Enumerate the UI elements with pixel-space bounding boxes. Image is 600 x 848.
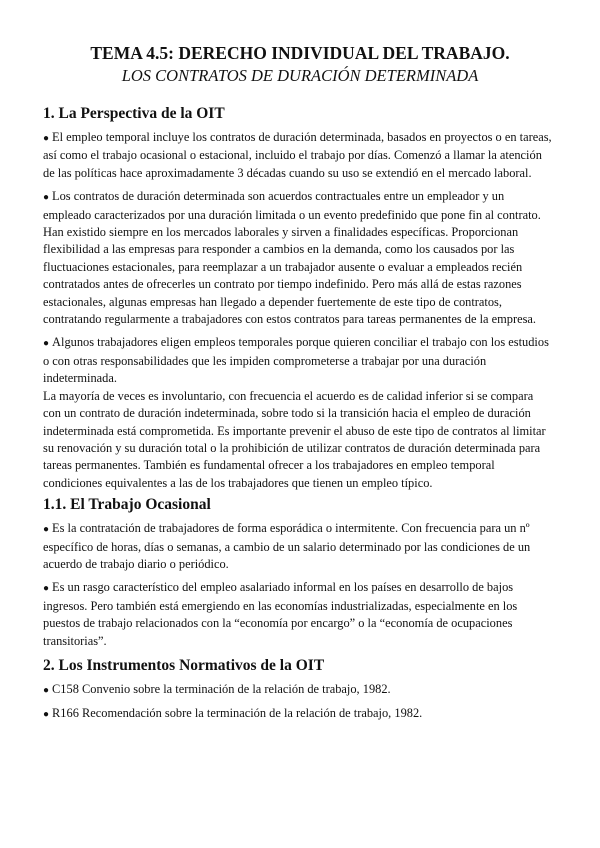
bullet-paragraph-rasgo-caracteristico: ● Es un rasgo característico del empleo asalariado informal en los países en desarrollo de bajos ingresos. Pero también está emergiendo en las economías industrializadas, especialmente en los puestos de trabajo relacionados con la “economía por encargo” o la “economía de ocupaciones transitorias”. bbox=[43, 579, 553, 650]
bullet-paragraph-empleo-temporal: ● El empleo temporal incluye los contratos de duración determinada, basados en proyectos o en tareas, así como el trabajo ocasional o estacional, incluido el trabajo por días. Comenzó a llamar la atención de las políticas hace aproximadamente 3 décadas cuando su uso se extendió en el mercado laboral. bbox=[43, 129, 553, 182]
bullet-item-c158: ● C158 Convenio sobre la terminación de la relación de trabajo, 1982. bbox=[43, 681, 553, 699]
section-heading-trabajo-ocasional: 1.1. El Trabajo Ocasional bbox=[43, 496, 211, 514]
document-body bbox=[43, 104, 553, 724]
bullet-item-r166: ● R166 Recomendación sobre la terminación de la relación de trabajo, 1982. bbox=[43, 705, 553, 723]
paragraph-mercados-laborales: Han existido siempre en los mercados laborales y sirven a finalidades específicas. Proporcionan flexibilidad a las empresas para responder a cambios en la demanda, como los causados por las fluctuaciones estacionales, para reemplazar a un trabajador ausente o evaluar a empleados recién contratados antes de ofrecerles un contrato por tiempo indefinido. Pero más allá de estas razones estacionales, algunas empresas han llegado a depender fuertemente de este tipo de contratos, contratando regularmente a trabajadores con estos contratos para tareas permanentes de la empresa. bbox=[43, 225, 536, 327]
document-title: TEMA 4.5: DERECHO INDIVIDUAL DEL TRABAJO. bbox=[90, 43, 510, 63]
bullet-paragraph-contratacion-esporadica: ● Es la contratación de trabajadores de forma esporádica o intermitente. Con frecuencia para un nº específico de horas, días o semanas, a cambio de un salario determinado por las condiciones de un acuerdo de trabajo diario o periódico. bbox=[43, 520, 553, 573]
section-heading-perspectiva-oit: 1. La Perspectiva de la OIT bbox=[43, 105, 225, 122]
bullet-paragraph-trabajadores-eligen: ● Algunos trabajadores eligen empleos temporales porque quieren conciliar el trabajo con los estudios o con otras responsabilidades que les impiden comprometerse a trabajar por una duración indeterminada. bbox=[43, 334, 553, 387]
section-heading-instrumentos-normativos: 2. Los Instrumentos Normativos de la OIT bbox=[43, 656, 325, 674]
bullet-paragraph-contratos-duracion: ● Los contratos de duración determinada son acuerdos contractuales entre un empleador y un empleado caracterizados por una duración limitada o un evento predefinido que pone fin al contrato. bbox=[43, 188, 553, 224]
document-subtitle: LOS CONTRATOS DE DURACIÓN DETERMINADA bbox=[121, 66, 479, 85]
paragraph-involuntario: La mayoría de veces es involuntario, con frecuencia el acuerdo es de calidad inferior si se compara con un contrato de duración indeterminada, sobre todo si la transición hacia el empleo de duración indeterminada está comprometida. Es importante prevenir el abuso de este tipo de contratos al limitar su renovación y su duración total o la prohibición de utilizar contratos de duración determinada para tareas permanentes. También es fundamental ofrecer a los trabajadores en empleo temporal condiciones equivalentes a las de los trabajadores que tienen un empleo típico. bbox=[43, 388, 546, 490]
